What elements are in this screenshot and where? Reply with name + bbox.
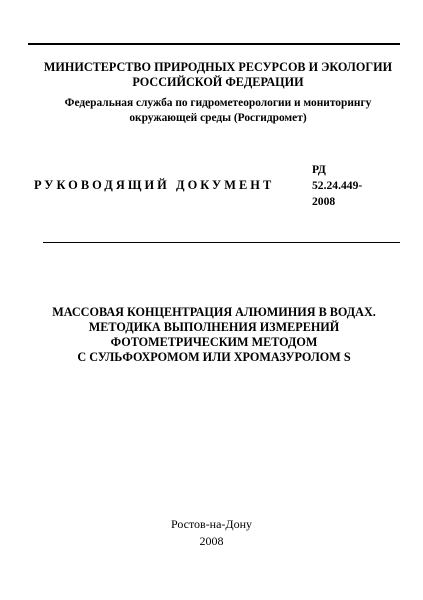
publication-info (100, 516, 323, 550)
service-line: Федеральная служба по гидрометеорологии и мониторингу (64, 97, 372, 109)
document-title (20, 305, 408, 365)
document-code (312, 162, 362, 210)
publication-year: 2008 (199, 534, 224, 548)
document-code-line: РД (312, 163, 326, 176)
ministry-heading (40, 60, 396, 90)
service-heading (40, 96, 396, 126)
ministry-line: МИНИСТЕРСТВО ПРИРОДНЫХ РЕСУРСОВ И ЭКОЛОГИИ (43, 60, 393, 74)
title-line: С СУЛЬФОХРОМОМ ИЛИ ХРОМАЗУРОЛОМ S (77, 350, 351, 364)
service-line: окружающей среды (Росгидромет) (129, 112, 307, 124)
title-line: МАССОВАЯ КОНЦЕНТРАЦИЯ АЛЮМИНИЯ В ВОДАХ. (52, 305, 376, 319)
document-type-label: РУКОВОДЯЩИЙ ДОКУМЕНТ (34, 178, 275, 192)
top-divider-line (28, 43, 400, 45)
title-line: МЕТОДИКА ВЫПОЛНЕНИЯ ИЗМЕРЕНИЙ (88, 320, 340, 334)
document-code-line: 52.24.449- (312, 179, 363, 192)
document-code-line: 2008 (312, 195, 336, 208)
publication-city: Ростов-на-Дону (170, 517, 253, 531)
title-line: ФОТОМЕТРИЧЕСКИМ МЕТОДОМ (110, 335, 318, 349)
middle-divider-line (43, 242, 400, 243)
ministry-line: РОССИЙСКОЙ ФЕДЕРАЦИИ (132, 75, 304, 89)
